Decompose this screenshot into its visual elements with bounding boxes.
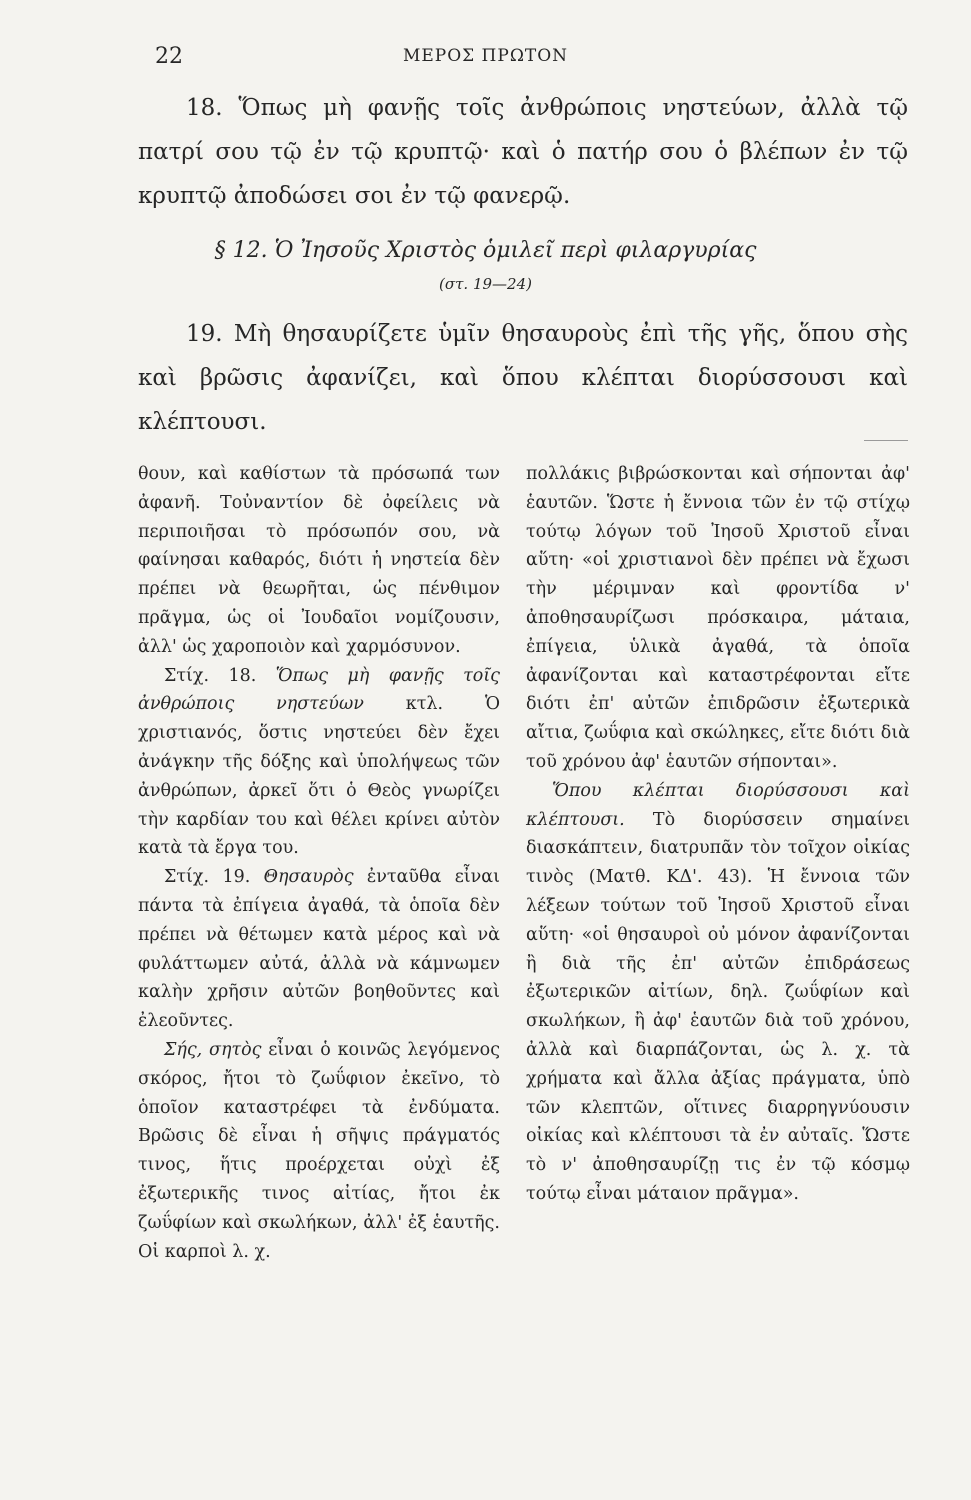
paragraph-emphasis: Θησαυρὸς (263, 867, 354, 888)
paragraph-emphasis: Ὅπου κλέπται διορύσσουσι καὶ κλέπτουσι. (526, 780, 910, 830)
commentary-paragraph (138, 460, 500, 662)
paragraph-text: ἐνταῦθα εἶναι πάντα τὰ ἐπίγεια ἀγαθά, τὰ ὁποῖα δὲν πρέπει νὰ θέτωμεν κατὰ μέρος καὶ νὰ φυλάττωμεν αὐτά, ἀλλὰ νὰ κάμνωμεν καλὴν χρῆσιν αὐτῶν βοηθοῦντες καὶ ἐλεοῦντες. (138, 867, 500, 1032)
paragraph-emphasis: Ὅπως μὴ φανῇς τοῖς ἀνθρώποις νηστεύων (138, 665, 500, 715)
commentary-left-column (138, 460, 500, 1266)
paragraph-text: πολλάκις βιβρώσκονται καὶ σήπονται ἀφ' ἑαυτῶν. Ὥστε ἡ ἔννοια τῶν ἐν τῷ στίχῳ τούτῳ λόγων τοῦ Ἰησοῦ Χριστοῦ εἶναι αὕτη· «οἱ χριστιανοὶ δὲν πρέπει νὰ ἔχωσι τὴν μέριμναν καὶ φροντίδα ν' ἀποθησαυρίζωσι πρόσκαιρα, μάταια, ἐπίγεια, ὑλικὰ ἀγαθά, τὰ ὁποῖα ἀφανίζονται καὶ καταστρέφονται εἴτε διότι ἐπ' αὐτῶν ἐπιδρῶσιν ἐξωτερικὰ αἴτια, ζωΰφια καὶ σκώληκες, εἴτε διότι διὰ τοῦ χρόνου ἀφ' ἑαυτῶν σήπονται». (526, 464, 910, 772)
commentary-paragraph (526, 460, 910, 777)
verse-18: 18. Ὅπως μὴ φανῇς τοῖς ἀνθρώποις νηστεύων, ἀλλὰ τῷ πατρί σου τῷ ἐν τῷ κρυπτῷ· καὶ ὁ πατήρ σου ὁ βλέπων ἐν τῷ κρυπτῷ ἀποδώσει σοι ἐν τῷ φανερῷ. (138, 95, 908, 209)
commentary-paragraph (138, 1036, 500, 1266)
paragraph-text: εἶναι ὁ κοινῶς λεγόμενος σκόρος, ἤτοι τὸ ζωΰφιον ἐκεῖνο, τὸ ὁποῖον καταστρέφει τὰ ἐνδύματα. Βρῶσις δὲ εἶναι ἡ σῆψις πράγματός τινος, ἥτις προέρχεται οὐχὶ ἐξ ἐξωτερικῆς τινος αἰτίας, ἤτοι ἐκ ζωΰφίων καὶ σκωλήκων, ἀλλ' ἐξ ἑαυτῆς. Οἱ καρποὶ λ. χ. (138, 1039, 501, 1262)
divider-rule (864, 440, 908, 441)
paragraph-lead: Στίχ. 19. (164, 867, 264, 888)
verse-19-block (138, 312, 908, 444)
commentary-paragraph (138, 863, 500, 1036)
running-head: ΜΕΡΟΣ ΠΡΩΤΟΝ (402, 46, 569, 66)
commentary-right-column (526, 460, 910, 1209)
section-verse-range: (στ. 19—24) (439, 275, 532, 293)
paragraph-lead: Στίχ. 18. (164, 665, 276, 686)
paragraph-emphasis: Σής, σητὸς (164, 1039, 262, 1060)
verse-18-block (138, 86, 908, 218)
section-heading: § 12. Ὁ Ἰησοῦς Χριστὸς ὁμιλεῖ περὶ φιλαργυρίας (214, 238, 757, 263)
paragraph-text: Τὸ διορύσσειν σημαίνει διασκάπτειν, διατρυπᾶν τὸν τοῖχον οἰκίας τινὸς (Ματθ. ΚΔ'. 43). Ἡ ἔννοια τῶν λέξεων τούτων τοῦ Ἰησοῦ Χριστοῦ εἶναι αὕτη· «οἱ θησαυροὶ οὐ μόνον ἀφανίζονται ἢ διὰ τῆς ἐπ' αὐτῶν ἐπιδράσεως ἐξωτερικῶν αἰτίων, δηλ. ζωΰφίων καὶ σκωλήκων, ἢ ἀφ' ἑαυτῶν διὰ τοῦ χρόνου, ἀλλὰ καὶ διαρπάζονται, ὡς λ. χ. τὰ χρήματα καὶ ἄλλα ἀξίας πράγματα, ὑπὸ τῶν κλεπτῶν, οἵτινες διαρρηγνύουσιν οἰκίας καὶ κλέπτουσι τὰ ἐν αὐταῖς. Ὥστε τὸ ν' ἀποθησαυρίζῃ τις ἐν τῷ κόσμῳ τούτῳ εἶναι μάταιον πρᾶγμα». (526, 809, 910, 1204)
commentary-paragraph (138, 662, 500, 864)
verse-19: 19. Μὴ θησαυρίζετε ὑμῖν θησαυροὺς ἐπὶ τῆς γῆς, ὅπου σὴς καὶ βρῶσις ἀφανίζει, καὶ ὅπου κλέπται διορύσσουσι καὶ κλέπτουσι. (138, 321, 908, 435)
commentary-paragraph (526, 777, 910, 1209)
paragraph-text: κτλ. Ὁ χριστιανός, ὅστις νηστεύει δὲν ἔχει ἀνάγκην τῆς δόξης καὶ ὑπολήψεως τῶν ἀνθρώπων, ἀρκεῖ ὅτι ὁ Θεὸς γνωρίζει τὴν καρδίαν του καὶ θέλει κρίνει αὐτὸν κατὰ τὰ ἔργα του. (138, 694, 500, 859)
page-number: 22 (155, 44, 183, 69)
paragraph-text: θουν, καὶ καθίστων τὰ πρόσωπά των ἀφανῆ. Τοὐναντίον δὲ ὀφείλεις νὰ περιποιῆσαι τὸ πρόσωπόν σου, νὰ φαίνησαι καθαρός, διότι ἡ νηστεία δὲν πρέπει νὰ θεωρῆται, ὡς πένθιμον πρᾶγμα, ὡς οἱ Ἰουδαῖοι νομίζουσιν, ἀλλ' ὡς χαροποιὸν καὶ χαρμόσυνον. (138, 464, 500, 657)
